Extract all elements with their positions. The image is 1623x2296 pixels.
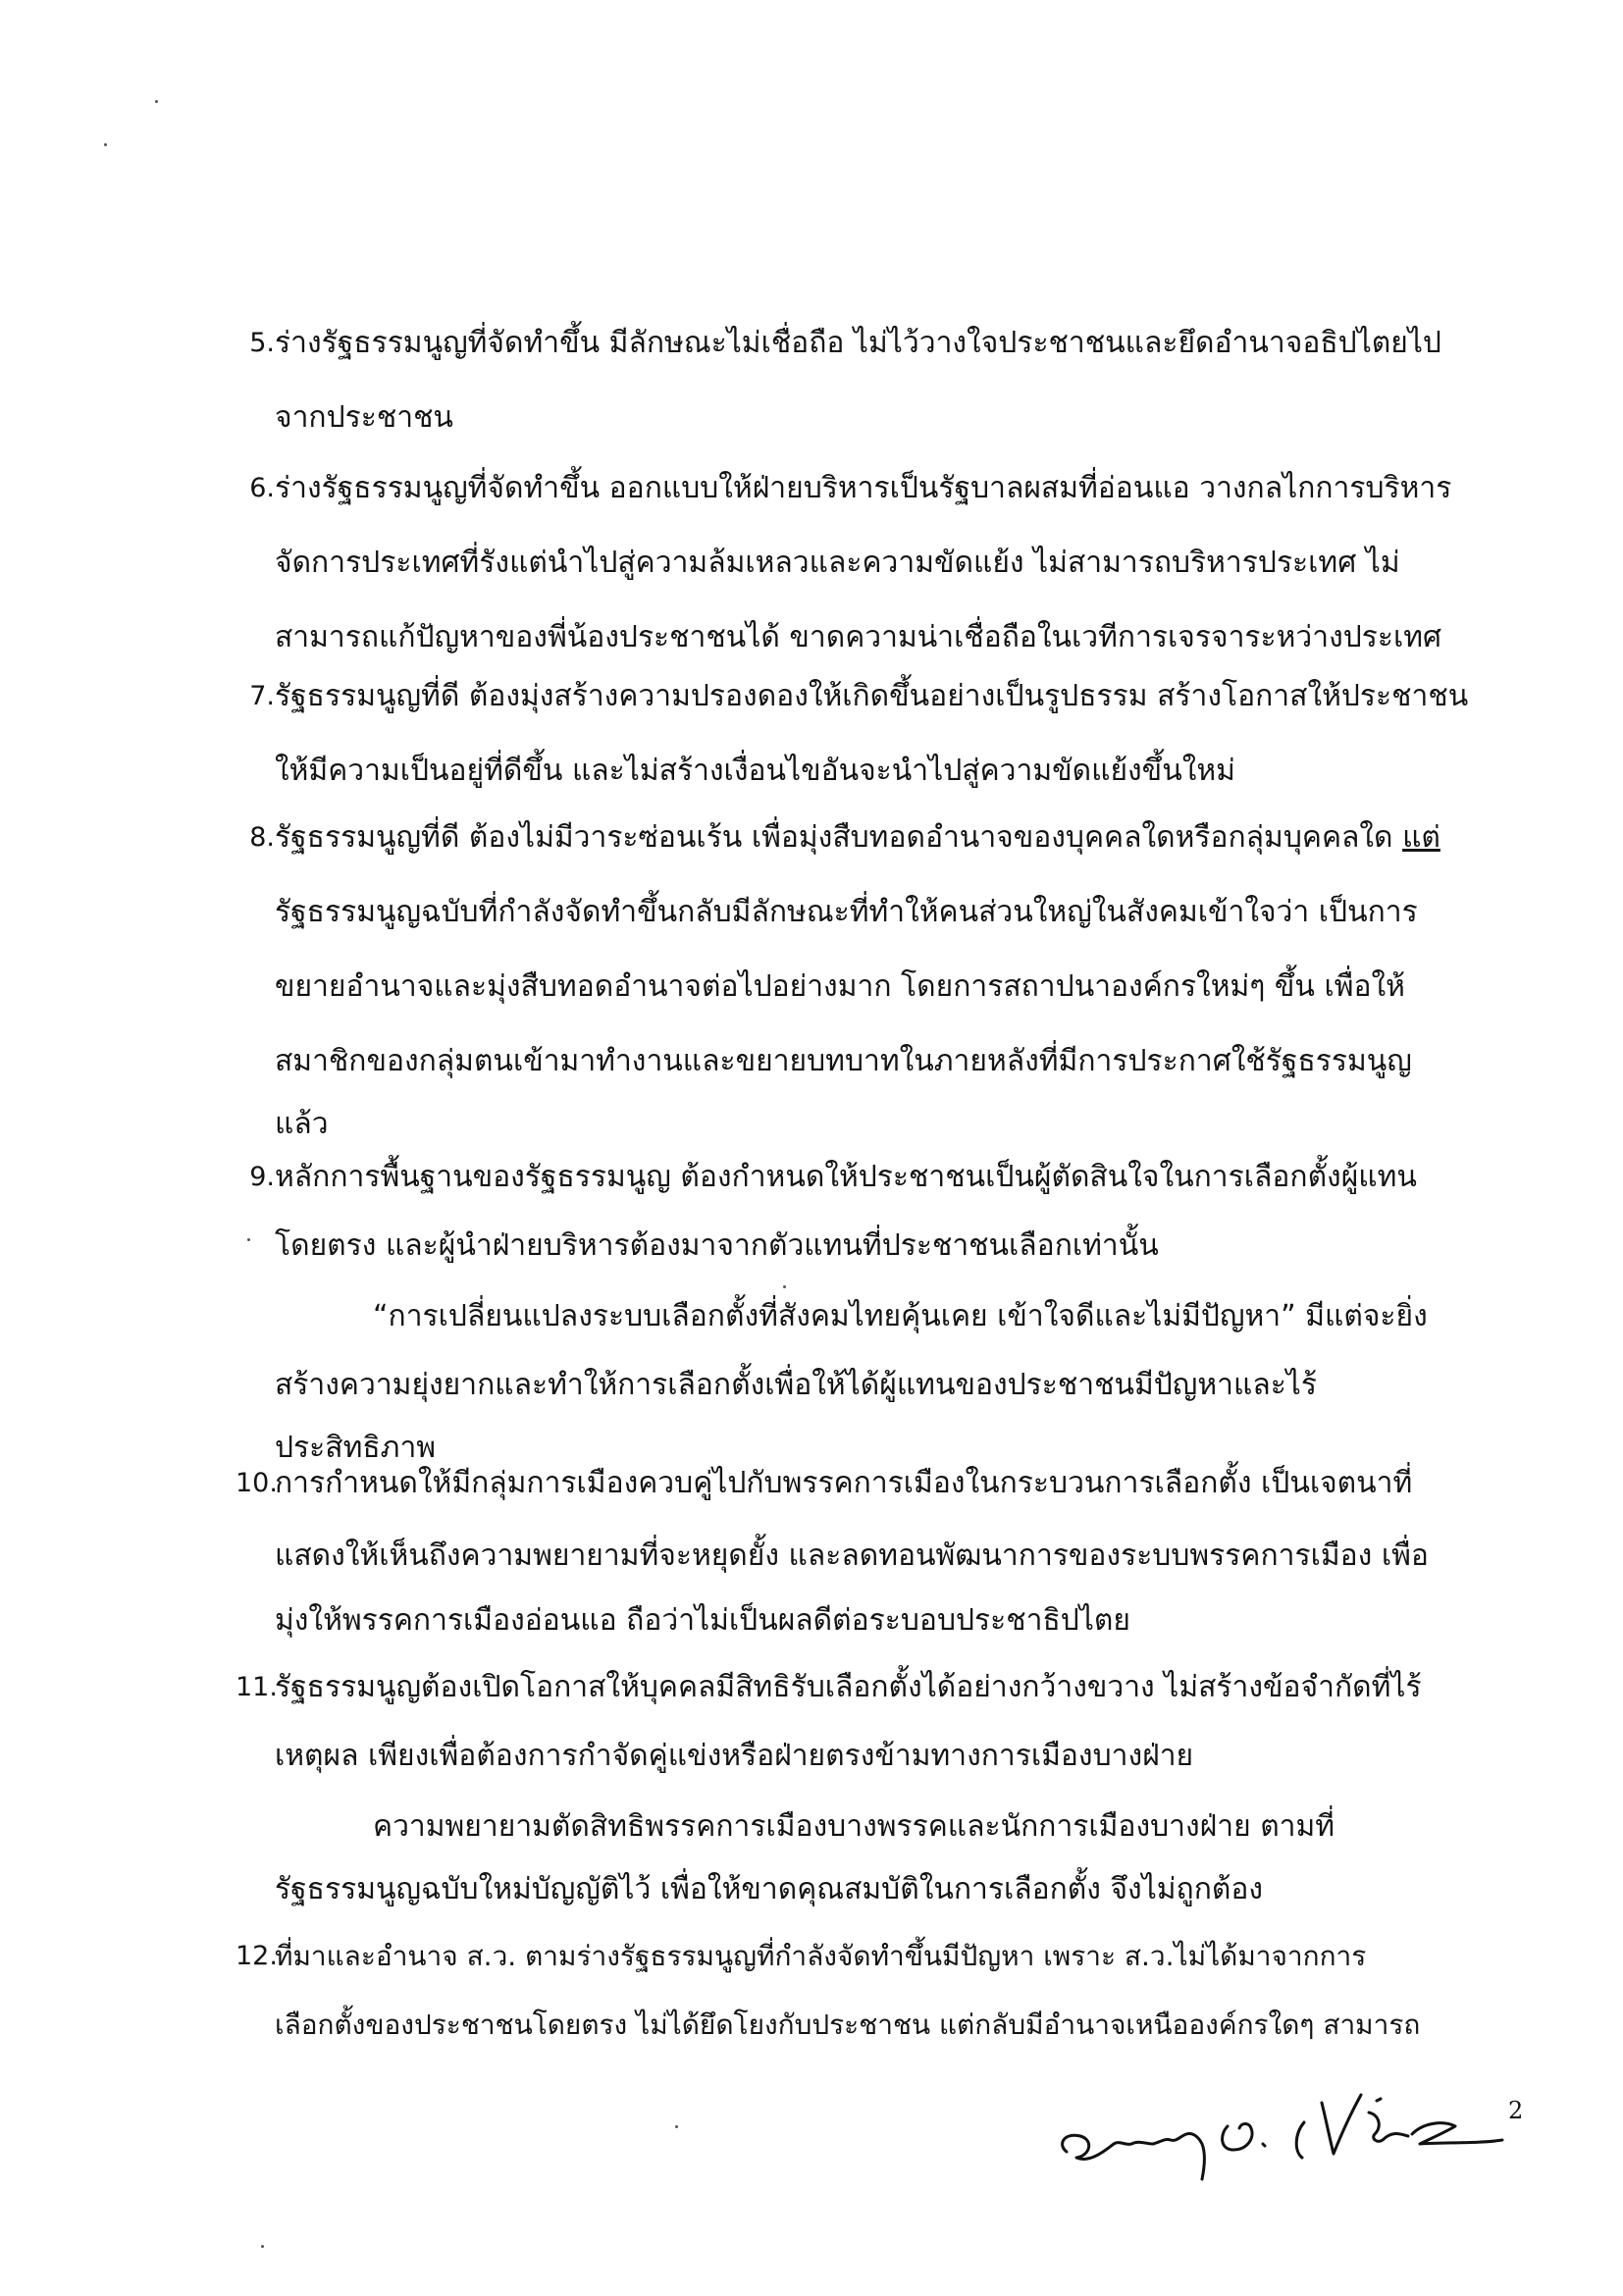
item-text-line: ประสิทธิภาพ [275,1431,437,1465]
item-text-line: รัฐธรรมนูญต้องเปิดโอกาสให้บุคคลมีสิทธิรับเลือกตั้งได้อย่างกว้างขวาง ไม่สร้างข้อจำกัดที่ไร้ [275,1670,1422,1704]
item-text-line: จากประชาชน [275,400,453,435]
item-text-line: “การเปลี่ยนแปลงระบบเลือกตั้งที่สังคมไทยคุ้นเคย เข้าใจดีและไม่มีปัญหา” มีแต่จะยิ่ง [373,1299,1428,1333]
item-text-line: ร่างรัฐธรรมนูญที่จัดทำขึ้น มีลักษณะไม่เชื่อถือ ไม่ไว้วางใจประชาชนและยึดอำนาจอธิปไตยไป [275,326,1441,360]
item-text-line: สร้างความยุ่งยากและทำให้การเลือกตั้งเพื่อให้ได้ผู้แทนของประชาชนมีปัญหาและไร้ [275,1368,1318,1402]
scan-speck [675,2125,678,2128]
item-text-line: จัดการประเทศที่รังแต่นำไปสู่ความล้มเหลวและความขัดแย้ง ไม่สามารถบริหารประเทศ ไม่ [275,546,1400,580]
item-text-line: รัฐธรรมนูญฉบับที่กำลังจัดทำขึ้นกลับมีลักษณะที่ทำให้คนส่วนใหญ่ในสังคมเข้าใจว่า เป็นการ [275,895,1418,929]
item-text-line: ความพยายามตัดสิทธิพรรคการเมืองบางพรรคและนักการเมืองบางฝ่าย ตามที่ [373,1809,1335,1844]
item-number: 5. [249,328,275,358]
item-text-line: ขยายอำนาจและมุ่งสืบทอดอำนาจต่อไปอย่างมาก โดยการสถาปนาองค์กรใหม่ๆ ขึ้น เพื่อให้ [275,969,1405,1004]
handwritten-signature [1055,2075,1536,2188]
item-number: 9. [249,1162,275,1192]
item-text-line: สามารถแก้ปัญหาของพี่น้องประชาชนได้ ขาดความน่าเชื่อถือในเวทีการเจรจาระหว่างประเทศ [275,620,1442,654]
scan-speck [783,1285,786,1288]
item-text-line: เหตุผล เพียงเพื่อต้องการกำจัดคู่แข่งหรือฝ่ายตรงข้ามทางการเมืองบางฝ่าย [275,1739,1194,1773]
item-text-line: เลือกตั้งของประชาชนโดยตรง ไม่ได้ยึดโยงกับประชาชน แต่กลับมีอำนาจเหนือองค์กรใดๆ สามารถ [275,2009,1421,2041]
item-text-line: ที่มาและอำนาจ ส.ว. ตามร่างรัฐธรรมนูญที่กำลังจัดทำขึ้นมีปัญหา เพราะ ส.ว.ไม่ได้มาจากการ [275,1940,1367,1972]
item-text-line: โดยตรง และผู้นำฝ่ายบริหารต้องมาจากตัวแทนที่ประชาชนเลือกเท่านั้น [275,1228,1159,1263]
item-number: 12. [236,1941,278,1971]
item-number: 6. [249,473,275,503]
item-number: 8. [249,822,275,853]
item-text-line: แสดงให้เห็นถึงความพยายามที่จะหยุดยั้ง และลดทอนพัฒนาการของระบบพรรคการเมือง เพื่อ [275,1539,1429,1573]
underlined-word: แต่ [1402,820,1440,855]
item-text-line [275,807,1440,869]
scan-speck [104,143,107,146]
item-text-line: หลักการพื้นฐานของรัฐธรรมนูญ ต้องกำหนดให้ประชาชนเป็นผู้ตัดสินใจในการเลือกตั้งผู้แทน [275,1160,1417,1194]
scan-speck [247,1238,250,1241]
item-text-line: การกำหนดให้มีกลุ่มการเมืองควบคู่ไปกับพรรคการเมืองในกระบวนการเลือกตั้ง เป็นเจตนาที่ [275,1466,1413,1500]
scan-speck [261,2245,264,2248]
item-text-line: ร่างรัฐธรรมนูญที่จัดทำขึ้น ออกแบบให้ฝ่ายบริหารเป็นรัฐบาลผสมที่อ่อนแอ วางกลไกการบริหาร [275,471,1452,505]
item-text-line: สมาชิกของกลุ่มตนเข้ามาทำงานและขยายบทบาทในภายหลังที่มีการประกาศใช้รัฐธรรมนูญ [275,1044,1412,1078]
item-text-segment: รัฐธรรมนูญที่ดี ต้องไม่มีวาระซ่อนเร้น เพื่อมุ่งสืบทอดอำนาจของบุคคลใดหรือกลุ่มบุคคลใด [275,820,1403,855]
item-text-line: ให้มีความเป็นอยู่ที่ดีขึ้น และไม่สร้างเงื่อนไขอันจะนำไปสู่ความขัดแย้งขึ้นใหม่ [275,754,1235,788]
item-text-line: แล้ว [275,1107,329,1141]
item-number: 10. [236,1468,278,1498]
scan-speck [155,100,158,103]
item-text-line: รัฐธรรมนูญฉบับใหม่บัญญัติไว้ เพื่อให้ขาดคุณสมบัติในการเลือกตั้ง จึงไม่ถูกต้อง [275,1872,1264,1906]
item-number: 11. [236,1672,278,1702]
item-text-line: มุ่งให้พรรคการเมืองอ่อนแอ ถือว่าไม่เป็นผลดีต่อระบอบประชาธิปไตย [275,1603,1130,1638]
item-text-line: รัฐธรรมนูญที่ดี ต้องมุ่งสร้างความปรองดองให้เกิดขึ้นอย่างเป็นรูปธรรม สร้างโอกาสให้ประชาชน [275,679,1469,713]
item-number: 7. [249,681,275,711]
page-mark: 2 [1508,2097,1524,2124]
